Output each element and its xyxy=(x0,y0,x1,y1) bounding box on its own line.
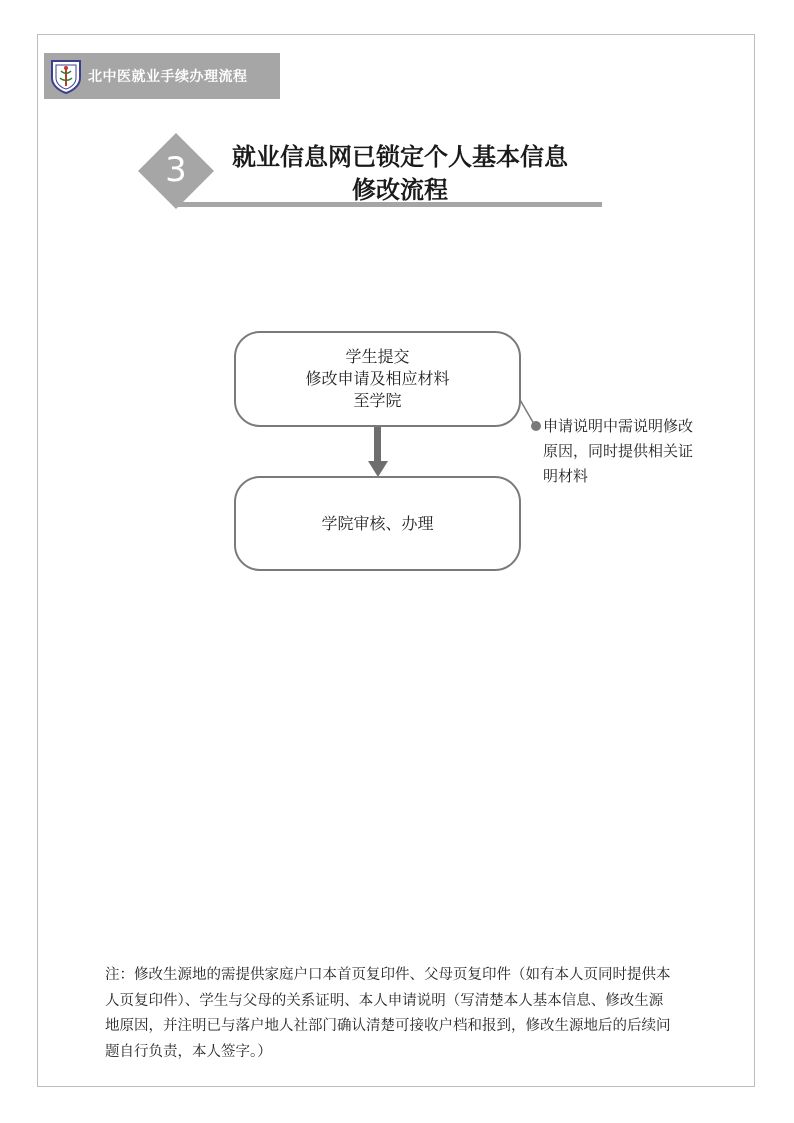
flow-step-submit xyxy=(234,331,521,427)
footnote-line4: 题自行负责，本人签字。） xyxy=(105,1043,272,1060)
flow-step-submit-line3: 至学院 xyxy=(353,391,402,410)
annotation-line2: 原因，同时提供相关证 xyxy=(543,442,694,460)
annotation-leader-line xyxy=(519,398,534,424)
annotation-dot xyxy=(531,421,541,431)
flow-step-submit-line2: 修改申请及相应材料 xyxy=(305,369,450,388)
footnote-line2: 人页复印件）、学生与父母的关系证明、本人申请说明（写清楚本人基本信息、修改生源 xyxy=(105,992,664,1009)
flow-step-review-label: 学院审核、办理 xyxy=(321,513,434,533)
flow-annotation xyxy=(543,414,718,489)
flow-step-review xyxy=(234,476,521,571)
footnote xyxy=(105,963,745,1065)
flow-arrow-shaft xyxy=(374,426,381,463)
section-title-line2: 修改流程 xyxy=(352,176,448,204)
annotation-line3: 明材料 xyxy=(543,467,589,485)
footnote-line1: 注：修改生源地的需提供家庭户口本首页复印件、父母页复印件（如有本人页同时提供本 xyxy=(105,967,671,983)
step-number: 3 xyxy=(165,150,187,190)
section-title-line1: 就业信息网已锁定个人基本信息 xyxy=(232,143,568,171)
flow-step-submit-line1: 学生提交 xyxy=(345,347,410,366)
footnote-line3: 地原因，并注明已与落户地人社部门确认清楚可接收户档和报到，修改生源地后的后续问 xyxy=(105,1018,671,1034)
annotation-line1: 申请说明中需说明修改 xyxy=(543,417,694,435)
header-title: 北中医就业手续办理流程 xyxy=(88,69,248,85)
flow-arrow-head xyxy=(368,461,388,477)
